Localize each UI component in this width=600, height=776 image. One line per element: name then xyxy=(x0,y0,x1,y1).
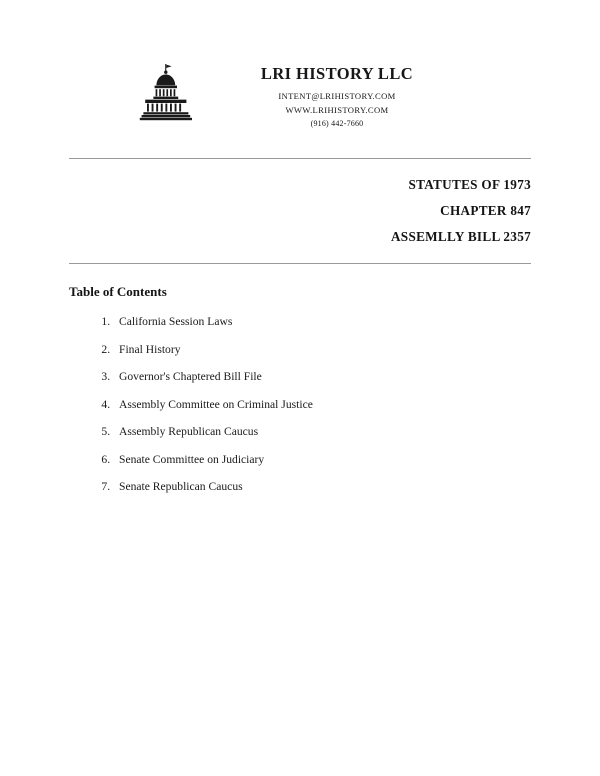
list-item[interactable]: 2. Final History xyxy=(113,342,531,357)
table-of-contents xyxy=(69,264,531,494)
list-item[interactable]: 5. Assembly Republican Caucus xyxy=(113,424,531,439)
toc-heading: Table of Contents xyxy=(69,284,167,299)
list-item[interactable]: 7. Senate Republican Caucus xyxy=(113,479,531,494)
bill-number: ASSEMLLY BILL 2357 xyxy=(390,229,531,244)
company-website[interactable]: WWW.LRIHISTORY.COM xyxy=(285,105,389,115)
list-item[interactable]: 1. California Session Laws xyxy=(113,314,531,329)
company-name: LRI HISTORY LLC xyxy=(260,64,414,83)
letterhead xyxy=(0,0,600,128)
letterhead-text xyxy=(207,58,467,128)
list-item[interactable]: 6. Senate Committee on Judiciary xyxy=(113,452,531,467)
list-item[interactable]: 4. Assembly Committee on Criminal Justice xyxy=(113,397,531,412)
list-item[interactable]: 3. Governor's Chaptered Bill File xyxy=(113,369,531,384)
statutes-year: STATUTES OF 1973 xyxy=(408,177,531,192)
chapter-number: CHAPTER 847 xyxy=(440,203,531,218)
capitol-dome-icon xyxy=(133,60,199,126)
company-email[interactable]: INTENT@LRIHISTORY.COM xyxy=(278,91,396,101)
company-phone: (916) 442-7660 xyxy=(310,119,364,128)
toc-list xyxy=(69,314,531,494)
title-block xyxy=(69,159,531,245)
